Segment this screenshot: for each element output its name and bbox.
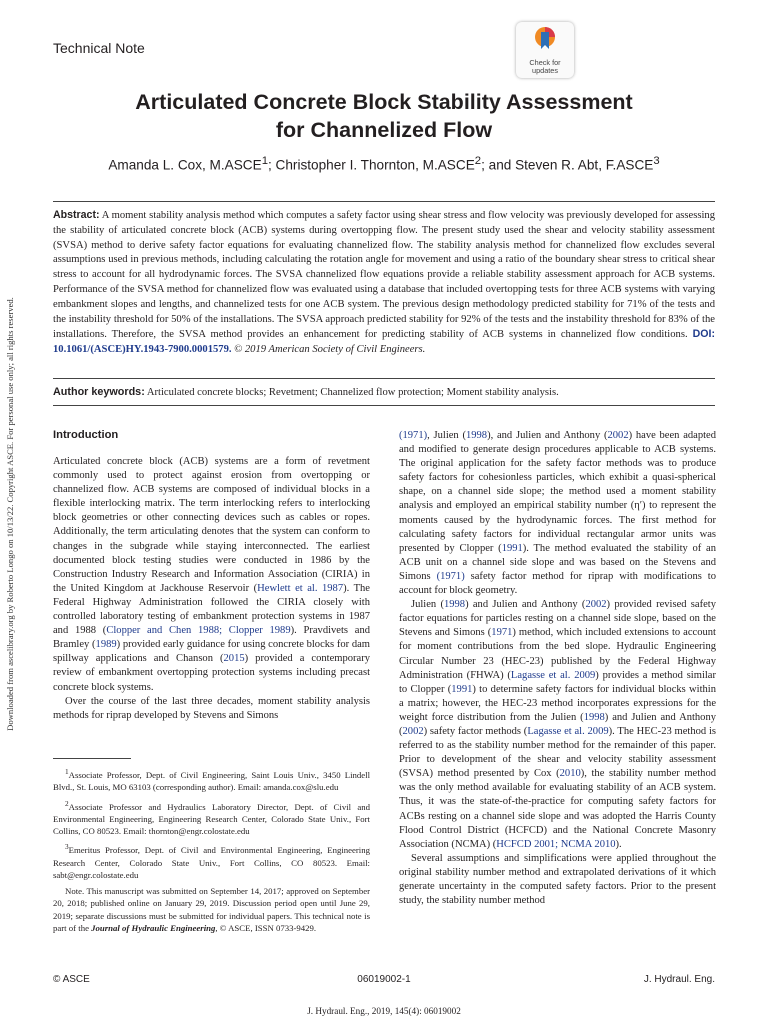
text: ) safety factor methods (	[423, 725, 528, 737]
text: Articulated concrete block (ACB) systems are a form of revetment commonly used to protect against erosion from overtopping or channelized flow. ACB systems are composed of individual blocks in a flexible interlocking matrix. The term interlocking refers to interlocking block geometries or other connecting devices such as cables or ropes. Additionally, the term articulating denotes that the system can conform to changes in the subgrade while staying interconnected. The earliest documented block testing studies were conducted in 1986 by the Construction Industry Research and Information Association (CIRIA) in the United Kingdom at Jackhouse Reservoir (	[53, 456, 370, 594]
footer-journal: J. Hydraul. Eng.	[643, 974, 715, 985]
author-2: ; Christopher I. Thornton, M.ASCE	[268, 157, 475, 173]
note-text: , © ASCE, ISSN 0733-9429.	[215, 922, 317, 933]
text: ) and Julien and Anthony (	[399, 711, 716, 737]
footer-page-id: 06019002-1	[357, 974, 411, 985]
footnote-1-text: Associate Professor, Dept. of Civil Engineering, Saint Louis Univ., 3450 Lindell Blvd., St. Louis, MO 63103 (corresponding author). Email: amanda.cox@slu.edu	[53, 769, 370, 793]
section-heading-introduction: Introduction	[53, 429, 119, 441]
citation-link[interactable]: (1971)	[436, 570, 465, 582]
author-keywords	[53, 385, 715, 401]
abstract-text: A moment stability analysis method which computes a safety factor using shear stress and flow velocity was previously developed for assessing the stability of articulated concrete block (ACB) systems during overtopping flow. The present study used the shear and velocity stability assessment (SVSA) method to derive safety factor equations for evaluating channelized flow. The stability analysis method for channelized flow excludes several assumptions used in previous methods, including calculating the rotation angle for movement and using a ratio of the boundary shear stress to critical shear stress to account for all hydrodynamic forces. The SVSA channelized flow equations provide a reliable stability assessment approach for ACB systems. Performance of the SVSA method for channelized flow was evaluated using a database that included overtopping tests for three ACB systems with varying embankment slopes and lengths, and channelized tests for one ACB system. The previous design methodology predicted stability for 71% of the tests and the instability threshold for 50% of the installations. The SVSA approach predicted stability for 92% of the tests and the instability threshold for 83% of the installations. Therefore, the SVSA method provides an enhancement for predicting stability of ACB systems in channelized flow conditions.	[53, 210, 715, 341]
citation-link[interactable]: 1998	[443, 599, 466, 611]
text: ), and Julien and Anthony (	[487, 430, 608, 441]
citation-link[interactable]: 1991	[451, 683, 473, 695]
text: ).	[615, 838, 622, 850]
text: safety factor method for riprap with modifications to account for block geometry.	[399, 570, 717, 597]
doi-label: DOI:	[692, 328, 715, 341]
footnote-1	[53, 766, 370, 794]
footnote-3-text: Emeritus Professor, Dept. of Civil and Environmental Engineering, Engineering Research Center, Colorado State Univ., Fort Collins, CO 80523. Email: sabt@engr.colostate.edu	[53, 845, 370, 880]
footnote-2-text: Associate Professor and Hydraulics Laboratory Director, Dept. of Civil and Environmental Engineering, Engineering Research Center, Colorado State Univ., Fort Collins, CO 80523. Email: thornton@engr.colostate.edu	[53, 801, 370, 836]
citation-link[interactable]: 1998	[465, 430, 488, 441]
journal-name: Journal of Hydraulic Engineering	[91, 922, 216, 933]
author-3-affil: 3	[653, 155, 660, 167]
citation-link[interactable]: 2002	[585, 599, 607, 611]
title-line-1: Articulated Concrete Block Stability Assessment	[135, 90, 633, 114]
citation-link[interactable]: 2010	[559, 768, 581, 780]
keywords-text: Articulated concrete blocks; Revetment; Channelized flow protection; Moment stability analysis.	[144, 387, 559, 398]
abstract-label: Abstract:	[53, 209, 100, 221]
footnote-1-marker: 1	[65, 768, 69, 776]
text: ) provided revised safety factor equations for particles resting on a channel side slope, based on the Stevens and Simons (	[399, 599, 716, 639]
text: , Julien (	[427, 430, 466, 441]
text: ) provided a contemporary review of embankment overtopping protection systems including precast concrete block systems.	[53, 653, 371, 693]
keywords-bottom-rule	[53, 405, 715, 406]
citation-link[interactable]: Clopper and Chen 1988; Clopper 1989	[106, 625, 291, 637]
text: ) have been adapted and modified to generate design procedures applicable to ACB systems. The original application for the safety factor methods was to produce safety factors for cohesionless particles, which exhibit a quasi-spherical shape, on a channel side slope; the method used a moment stability analysis and employed an empirical stability number (η′) to represent the moments caused by the hydrodynamic forces. The first method for calculating safety factors for individual rectangular armor units was presented by Clopper (	[399, 430, 716, 554]
citation-link[interactable]: Lagasse et al. 2009	[510, 669, 596, 681]
section-label: Technical Note	[53, 40, 145, 56]
check-for-updates-badge[interactable]	[516, 22, 574, 78]
left-column	[53, 455, 370, 723]
citation-link[interactable]: (1971)	[399, 430, 428, 441]
footnote-rule	[53, 758, 131, 759]
text: Julien (	[411, 599, 444, 611]
text: ). Pravdivets and Bramley (	[53, 625, 370, 651]
text: ), the stability number method was the only method available for evaluating stability of an ACB system. Thus, it was the state-of-the-practice for computing safety factors for ACBs resting on a channel side slope and was adopted the Harris County Flood Control District (HCFCD) and the National Concrete Masonry Association (NCMA) (	[399, 768, 716, 850]
citation-link[interactable]: 2015	[223, 653, 245, 665]
author-list	[60, 152, 708, 175]
text: ) method, which included extensions to account for moment contributions from the bed slope. Hydraulic Engineering Circular Number 23 (HEC-23) published by the Federal Highway Administration (FHWA) (	[399, 627, 716, 681]
keywords-label: Author keywords:	[53, 386, 145, 398]
footer-publisher: © ASCE	[53, 974, 90, 985]
footnote-3-marker: 3	[65, 843, 69, 852]
footnotes	[53, 766, 370, 938]
citation-line: J. Hydraul. Eng., 2019, 145(4): 06019002	[307, 1006, 461, 1016]
copyright-line: © 2019 American Society of Civil Engineers.	[231, 344, 426, 356]
badge-line-1: Check for	[529, 58, 561, 67]
submission-note	[53, 885, 370, 934]
paragraph	[399, 429, 716, 598]
footnote-2	[53, 798, 370, 838]
citation-link[interactable]: HCFCD 2001; NCMA 2010	[496, 838, 616, 850]
text: ). The HEC-23 method is referred to as the stability number method for the remainder of this paper. Prior to development of the shear and velocity stability assessment (SVSA) method presented by Cox (	[399, 725, 716, 780]
title-line-2: for Channelized Flow	[275, 118, 493, 142]
text: ). The Federal Highway Administration followed the CIRIA closely with controlled laboratory testing of embankment protection systems in 1987 and 1988 (	[53, 582, 370, 637]
citation-link[interactable]: 1991	[501, 542, 523, 554]
doi-link[interactable]: 10.1061/(ASCE)HY.1943-7900.0001579.	[53, 344, 232, 356]
download-watermark: Downloaded from ascelibrary.org by Roberto Longo on 10/13/22. Copyright ASCE. For personal use only; all rights reserved.	[5, 297, 15, 731]
text: ) to determine safety factors for individual blocks within a matrix; however, the HEC-23 method incorporates expressions for the weight force distribution from the Julien (	[399, 683, 716, 723]
check-for-updates-icon	[534, 26, 556, 52]
text: ). The method evaluated the stability of an ACB unit on a channel side slope and was based on the Stevens and Simons	[399, 542, 716, 582]
citation-link[interactable]: Hewlett et al. 1987	[257, 582, 344, 594]
abstract-top-rule	[53, 201, 715, 202]
author-2-affil: 2	[474, 155, 482, 167]
author-1-affil: 1	[261, 155, 268, 167]
citation-link[interactable]: 1971	[491, 627, 513, 639]
citation-link[interactable]: 2002	[607, 430, 629, 441]
keywords-top-rule	[53, 378, 715, 379]
abstract	[53, 208, 715, 358]
citation-link[interactable]: Lagasse et al. 2009	[527, 725, 609, 737]
citation-link[interactable]: 2002	[402, 725, 424, 737]
text: ) provides a method similar to Clopper (	[399, 669, 716, 695]
text: ) provided early guidance for using concrete blocks for dam spillway applications and Chanson (	[53, 639, 370, 665]
footnote-2-marker: 2	[65, 799, 69, 808]
text: ) and Julien and Anthony (	[465, 599, 586, 611]
citation-link[interactable]: 1998	[583, 711, 605, 723]
paragraph: Several assumptions and simplifications were applied throughout the original stability number method and extrapolated derivations of it which generate uncertainty in the computed safety factors. Prior to the present study, the stability number method	[399, 852, 716, 907]
paragraph: Over the course of the last three decades, moment stability analysis methods for riprap developed by Stevens and Simons	[53, 695, 370, 721]
citation-link[interactable]: 1989	[95, 639, 117, 651]
paper-title	[60, 88, 708, 144]
footnote-3	[53, 841, 370, 881]
author-1: Amanda L. Cox, M.ASCE	[108, 157, 262, 173]
note-text: Note. This manuscript was submitted on September 14, 2017; approved on September 20, 2018; published online on January 29, 2019. Discussion period open until June 29, 2019; separate discussions must be submitted for individual papers. This technical note is part of the	[53, 886, 370, 933]
badge-line-2: updates	[532, 66, 558, 75]
paragraph	[399, 598, 716, 852]
author-3: ; and Steven R. Abt, F.ASCE	[481, 157, 654, 173]
paragraph	[53, 455, 370, 695]
right-column	[399, 429, 716, 908]
